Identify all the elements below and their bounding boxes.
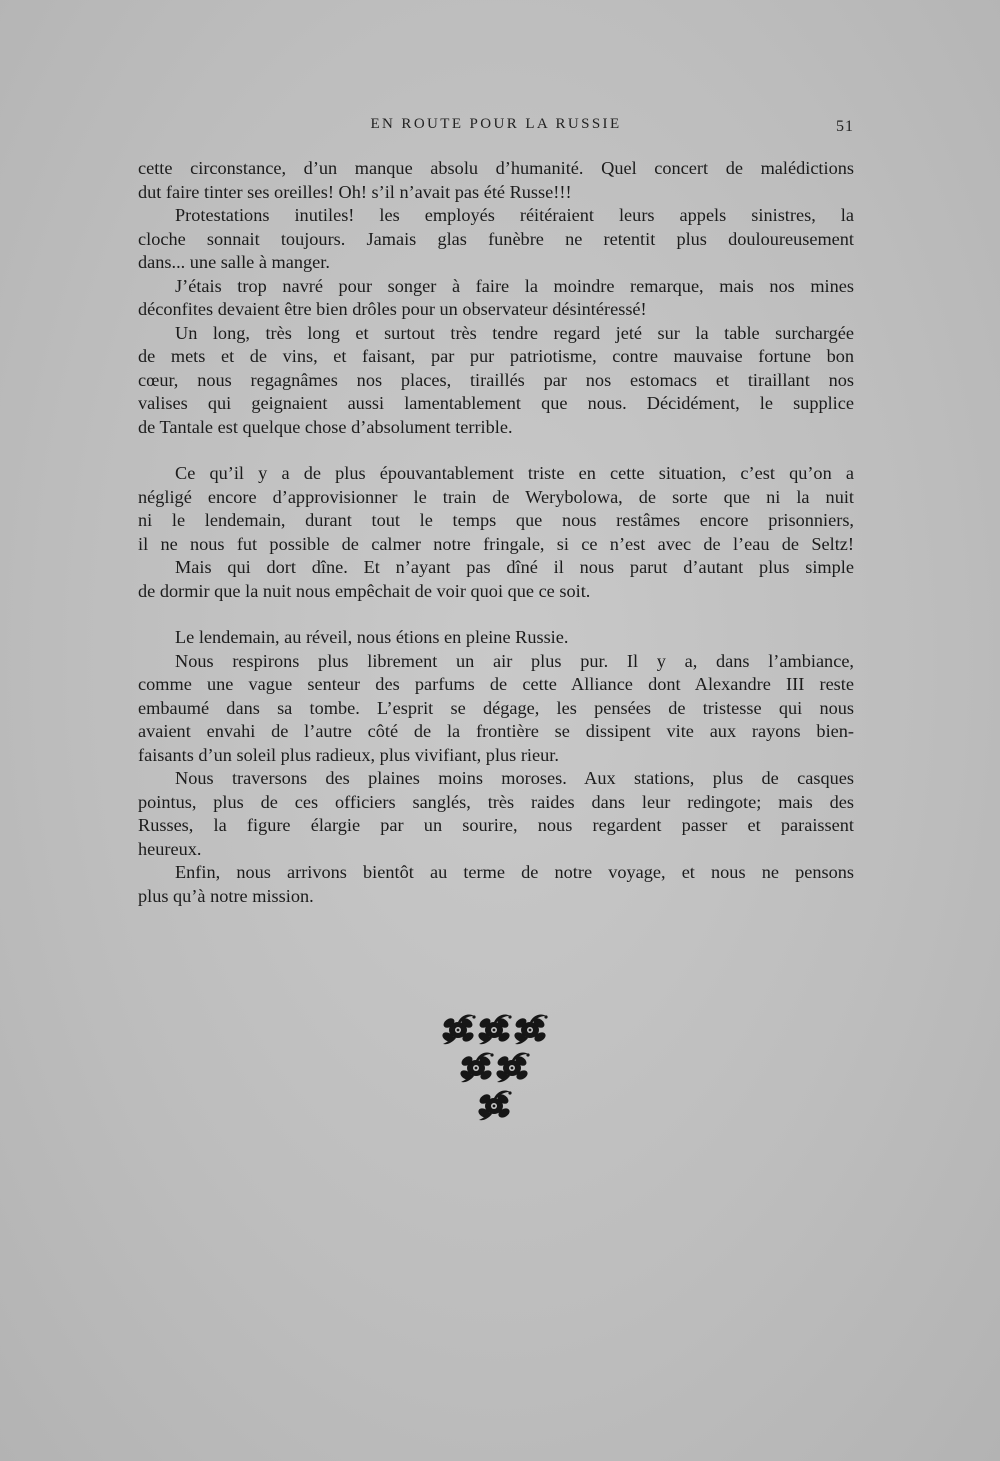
paragraph bbox=[138, 626, 854, 650]
fleuron-icon bbox=[492, 1048, 532, 1086]
text-line: dans... une salle à manger. bbox=[138, 252, 330, 272]
text-line: avaient envahi de l’autre côté de la frontière se dissipent vite aux rayons bien- bbox=[138, 721, 854, 741]
text-line: négligé encore d’approvisionner le train de Werybolowa, de sorte que ni la nuit bbox=[138, 486, 854, 507]
text-line: Mais qui dort dîne. Et n’ayant pas dîné il nous parut d’autant plus simple bbox=[175, 557, 854, 577]
text-line: heureux. bbox=[138, 838, 202, 859]
fleuron-icon bbox=[510, 1010, 550, 1048]
body-text bbox=[138, 157, 854, 908]
fleuron-ornament-icon bbox=[432, 1010, 552, 1135]
running-title: EN ROUTE POUR LA RUSSIE bbox=[370, 116, 622, 132]
text-line: de dormir que la nuit nous empêchait de voir quoi que ce soit. bbox=[138, 580, 591, 601]
text-line: déconfites devaient être bien drôles pour un observateur désintéressé! bbox=[138, 299, 647, 319]
text-line: de mets et de vins, et faisant, par pur patriotisme, contre mauvaise fortune bon bbox=[138, 346, 854, 366]
fleuron-icon bbox=[456, 1048, 496, 1086]
text-line: J’étais trop navré pour songer à faire la moindre remarque, mais nos mines bbox=[175, 275, 854, 296]
running-head bbox=[138, 116, 854, 140]
text-line: embaumé dans sa tombe. L’esprit se dégage, les pensées de tristesse qui nous bbox=[138, 697, 854, 718]
paragraph bbox=[138, 861, 854, 908]
text-line: Le lendemain, au réveil, nous étions en pleine Russie. bbox=[175, 627, 569, 647]
section-gap bbox=[138, 603, 854, 626]
paragraph bbox=[138, 275, 854, 322]
paragraph bbox=[138, 157, 854, 204]
text-line: il ne nous fut possible de calmer notre fringale, si ce n’est avec de l’eau de Seltz! bbox=[138, 533, 854, 554]
text-line: valises qui geignaient aussi lamentablement que nous. Décidément, le supplice bbox=[138, 393, 854, 413]
text-line: pointus, plus de ces officiers sanglés, très raides dans leur redingote; mais des bbox=[138, 791, 854, 812]
paragraph bbox=[138, 556, 854, 603]
text-line: Protestations inutiles! les employés réitéraient leurs appels sinistres, la bbox=[175, 205, 854, 225]
text-line: ni le lendemain, durant tout le temps que nous restâmes encore prisonniers, bbox=[138, 510, 854, 530]
text-line: Nous respirons plus librement un air plus pur. Il y a, dans l’ambiance, bbox=[175, 650, 854, 671]
fleuron-icon bbox=[474, 1086, 514, 1124]
paragraph bbox=[138, 322, 854, 440]
paragraph bbox=[138, 462, 854, 556]
text-line: Russes, la figure élargie par un sourire, nous regardent passer et paraissent bbox=[138, 815, 854, 835]
page-number: 51 bbox=[836, 118, 854, 135]
paragraph bbox=[138, 767, 854, 861]
text-line: cloche sonnait toujours. Jamais glas funèbre ne retentit plus douloureusement bbox=[138, 228, 854, 249]
text-line: dut faire tinter ses oreilles! Oh! s’il n’avait pas été Russe!!! bbox=[138, 181, 572, 202]
text-line: Enfin, nous arrivons bientôt au terme de notre voyage, et nous ne pensons bbox=[175, 862, 854, 882]
fleuron-icon bbox=[474, 1010, 514, 1048]
fleuron-icon bbox=[438, 1010, 478, 1048]
paragraph bbox=[138, 650, 854, 768]
text-line: faisants d’un soleil plus radieux, plus vivifiant, plus rieur. bbox=[138, 744, 559, 765]
section-gap bbox=[138, 439, 854, 462]
text-line: Ce qu’il y a de plus épouvantablement triste en cette situation, c’est qu’on a bbox=[175, 463, 854, 483]
text-line: comme une vague senteur des parfums de cette Alliance dont Alexandre III reste bbox=[138, 674, 854, 694]
text-line: plus qu’à notre mission. bbox=[138, 885, 314, 906]
text-line: Nous traversons des plaines moins moroses. Aux stations, plus de casques bbox=[175, 768, 854, 788]
text-line: Un long, très long et surtout très tendre regard jeté sur la table surchargée bbox=[175, 322, 854, 343]
text-line: de Tantale est quelque chose d’absolument terrible. bbox=[138, 416, 513, 437]
paragraph bbox=[138, 204, 854, 275]
text-line: cette circonstance, d’un manque absolu d’humanité. Quel concert de malédictions bbox=[138, 158, 854, 178]
text-line: cœur, nous regagnâmes nos places, tiraillés par nos estomacs et tiraillant nos bbox=[138, 369, 854, 390]
